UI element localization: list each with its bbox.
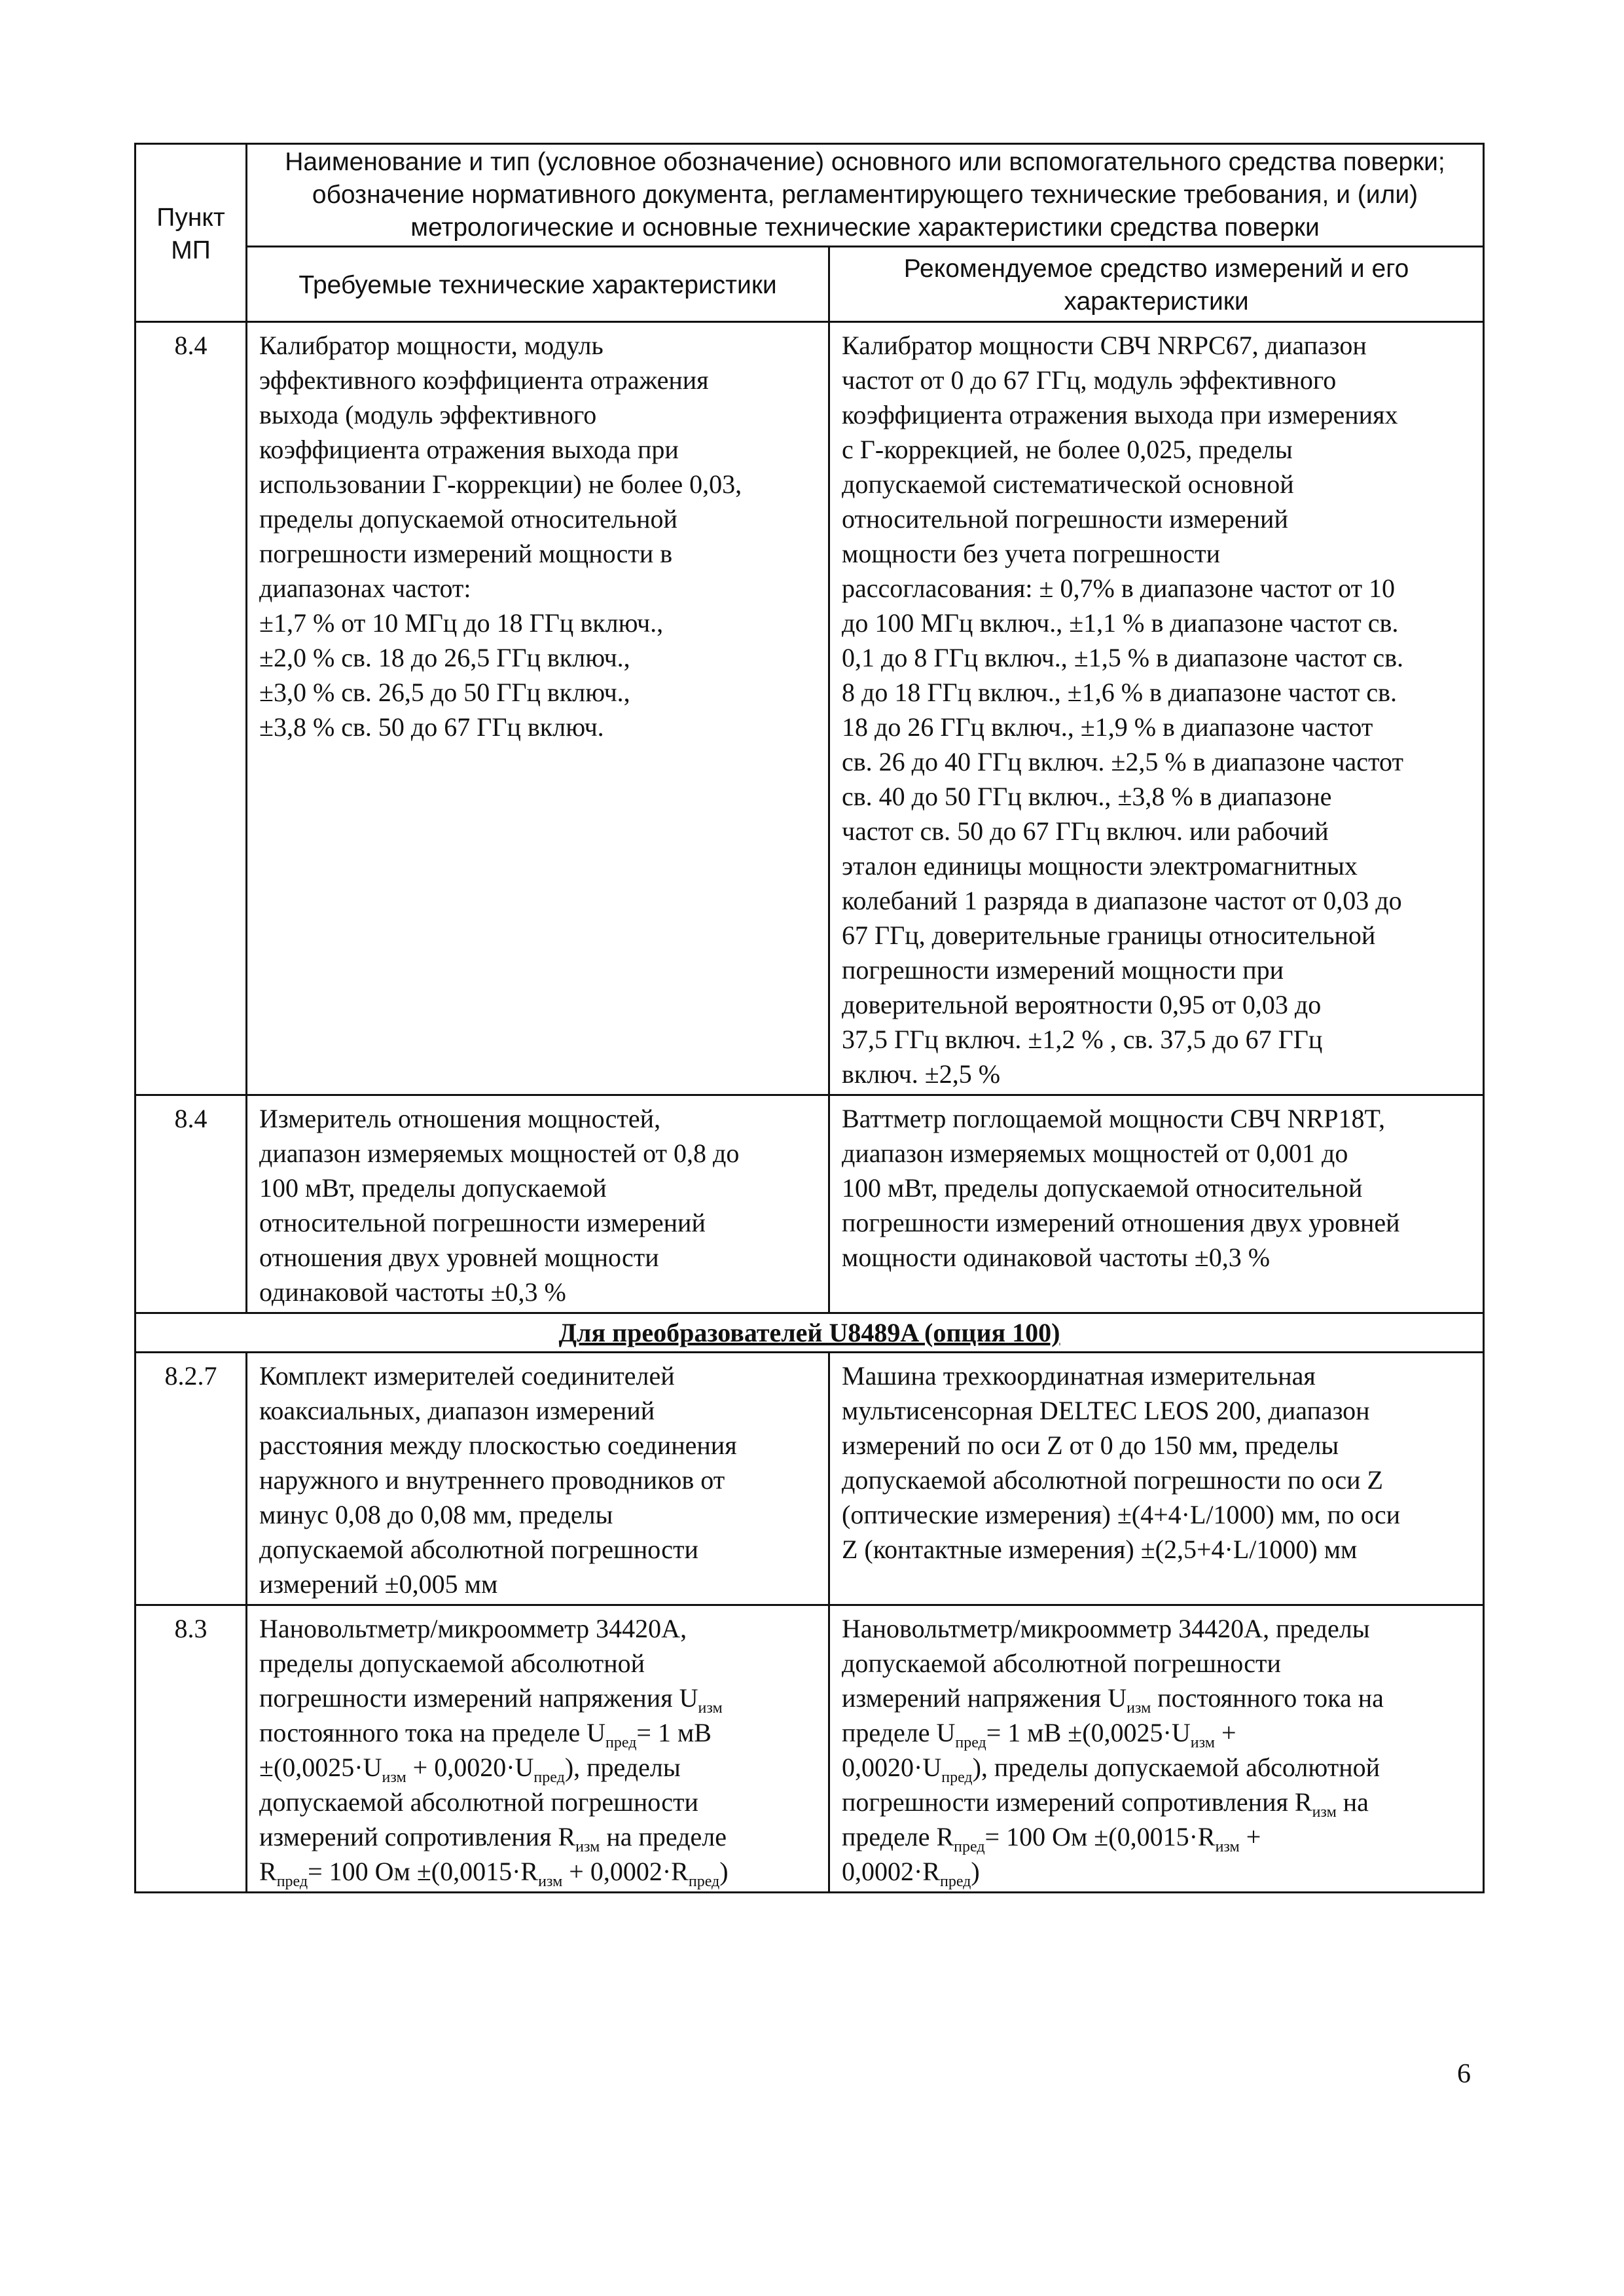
header-title-line-2: обозначение нормативного документа, регламентирующего технические требования, и (или)	[312, 181, 1418, 209]
text-fragment: + 0,0020·U	[406, 1753, 534, 1782]
text-line: 18 до 26 ГГц включ., ±1,9 % в диапазоне частот	[842, 712, 1373, 742]
text-fragment: измерений напряжения U	[842, 1683, 1127, 1713]
text-line: (оптические измерения) ±(4+4·L/1000) мм, по оси	[842, 1500, 1401, 1529]
text-fragment: R	[259, 1857, 277, 1886]
text-line: Нановольтметр/микроомметр 34420А,	[259, 1614, 687, 1643]
text-line: с Г-коррекцией, не более 0,025, пределы	[842, 435, 1293, 464]
text-fragment: погрешности измерений напряжения U	[259, 1683, 698, 1713]
text-line: 37,5 ГГц включ. ±1,2 % , св. 37,5 до 67 ГГц	[842, 1025, 1323, 1054]
text-fragment: пределе U	[842, 1718, 956, 1747]
subscript: пред	[955, 1734, 986, 1751]
text-line: относительной погрешности измерений	[259, 1208, 706, 1237]
text-fragment: ), пределы	[564, 1753, 681, 1782]
text-line: Z (контактные измерения) ±(2,5+4·L/1000) мм	[842, 1535, 1358, 1564]
text-fragment: постоянного тока на пределе U	[259, 1718, 606, 1747]
text-line: ±1,7 % от 10 МГц до 18 ГГц включ.,	[259, 608, 664, 638]
subscript: изм	[1127, 1700, 1151, 1717]
header-title-cell	[247, 144, 1484, 247]
text-line: св. 40 до 50 ГГц включ., ±3,8 % в диапазоне	[842, 782, 1332, 811]
row-mp-cell: 8.4	[135, 322, 247, 1095]
subscript: изм	[1190, 1734, 1215, 1751]
header-recommended-label-2: характеристики	[1064, 287, 1249, 316]
text-fragment: +	[1239, 1822, 1261, 1851]
text-line: пределы допускаемой абсолютной	[259, 1649, 645, 1678]
header-mp-cell	[135, 144, 247, 322]
text-line: наружного и внутреннего проводников от	[259, 1465, 725, 1495]
section-title: Для преобразователей U8489A (опция 100)	[135, 1313, 1484, 1353]
text-fragment: на	[1336, 1787, 1369, 1817]
text-line: выхода (модуль эффективного	[259, 400, 597, 429]
text-line: 0,1 до 8 ГГц включ., ±1,5 % в диапазоне частот св.	[842, 643, 1403, 672]
table-row	[135, 1095, 1484, 1313]
text-line	[259, 1854, 816, 1889]
text-line: коаксиальных, диапазон измерений	[259, 1396, 655, 1425]
page-number: 6	[1457, 2059, 1471, 2089]
table-header-row	[135, 144, 1484, 247]
text-fragment: пределе R	[842, 1822, 954, 1851]
text-line	[259, 1715, 816, 1750]
text-line: Комплект измерителей соединителей	[259, 1361, 675, 1391]
table-subheader-row	[135, 247, 1484, 322]
subscript: изм	[538, 1873, 563, 1890]
text-line: Измеритель отношения мощностей,	[259, 1104, 661, 1133]
text-line: допускаемой абсолютной погрешности	[842, 1649, 1281, 1678]
text-line: рассогласования: ± 0,7% в диапазоне частот от 10	[842, 574, 1396, 603]
subscript: изм	[1215, 1838, 1240, 1855]
header-mp-label-1: Пункт	[156, 203, 225, 232]
text-fragment: + 0,0002·R	[562, 1857, 689, 1886]
row-mp-cell: 8.3	[135, 1605, 247, 1893]
text-fragment: = 100 Ом ±(0,0015·R	[984, 1822, 1216, 1851]
text-fragment: = 1 мВ ±(0,0025·U	[986, 1718, 1191, 1747]
text-line: допускаемой абсолютной погрешности	[259, 1787, 698, 1817]
text-line: св. 26 до 40 ГГц включ. ±2,5 % в диапазоне частот	[842, 747, 1403, 776]
text-fragment: ), пределы допускаемой абсолютной	[972, 1753, 1380, 1782]
text-line: допускаемой абсолютной погрешности	[259, 1535, 698, 1564]
text-line: одинаковой частоты ±0,3 %	[259, 1277, 566, 1307]
row-recommended-cell	[829, 322, 1484, 1095]
row-required-cell	[247, 1095, 829, 1313]
text-line: 8 до 18 ГГц включ., ±1,6 % в диапазоне частот св.	[842, 678, 1397, 707]
text-fragment: = 1 мВ	[636, 1718, 712, 1747]
text-line	[259, 1819, 816, 1854]
subscript: пред	[533, 1769, 565, 1786]
text-line: 100 мВт, пределы допускаемой относительной	[842, 1173, 1363, 1203]
text-line: допускаемой систематической основной	[842, 469, 1294, 499]
text-line: колебаний 1 разряда в диапазоне частот от 0,03 до	[842, 886, 1402, 915]
text-line: мультисенсорная DELTEC LEOS 200, диапазон	[842, 1396, 1370, 1425]
text-fragment: 0,0020·U	[842, 1753, 942, 1782]
text-line: Нановольтметр/микроомметр 34420А, пределы	[842, 1614, 1370, 1643]
text-line: диапазон измеряемых мощностей от 0,001 до	[842, 1139, 1348, 1168]
text-line: частот от 0 до 67 ГГц, модуль эффективного	[842, 365, 1337, 395]
text-line: эффективного коэффициента отражения	[259, 365, 709, 395]
row-recommended-cell	[829, 1353, 1484, 1605]
text-fragment: )	[971, 1857, 980, 1886]
text-line: ±2,0 % св. 18 до 26,5 ГГц включ.,	[259, 643, 630, 672]
text-line	[842, 1750, 1471, 1785]
row-mp-cell: 8.2.7	[135, 1353, 247, 1605]
text-line	[842, 1854, 1471, 1889]
table-row	[135, 1353, 1484, 1605]
text-line: использовании Г-коррекции) не более 0,03,	[259, 469, 742, 499]
subscript: изм	[575, 1838, 600, 1855]
text-line	[842, 1785, 1471, 1819]
subscript: пред	[954, 1838, 985, 1855]
row-recommended-cell	[829, 1605, 1484, 1893]
text-line: минус 0,08 до 0,08 мм, пределы	[259, 1500, 613, 1529]
table-row	[135, 1605, 1484, 1893]
text-line	[842, 1715, 1471, 1750]
text-line: мощности одинаковой частоты ±0,3 %	[842, 1243, 1271, 1272]
text-line: Машина трехкоординатная измерительная	[842, 1361, 1316, 1391]
text-line	[842, 1681, 1471, 1715]
text-line: погрешности измерений мощности в	[259, 539, 673, 568]
text-line: коэффициента отражения выхода при измерениях	[842, 400, 1398, 429]
text-fragment: = 100 Ом ±(0,0015·R	[308, 1857, 539, 1886]
text-line: Ваттметр поглощаемой мощности СВЧ NRP18T,	[842, 1104, 1385, 1133]
text-line	[259, 1681, 816, 1715]
text-line: пределы допускаемой относительной	[259, 504, 677, 534]
text-line: Калибратор мощности СВЧ NRPC67, диапазон	[842, 331, 1367, 360]
text-line: 67 ГГц, доверительные границы относительной	[842, 920, 1376, 950]
table-row	[135, 322, 1484, 1095]
text-fragment: постоянного тока на	[1151, 1683, 1384, 1713]
text-line: Калибратор мощности, модуль	[259, 331, 604, 360]
equipment-table	[134, 143, 1485, 1893]
text-fragment: погрешности измерений сопротивления R	[842, 1787, 1312, 1817]
text-line: допускаемой абсолютной погрешности по оси Z	[842, 1465, 1383, 1495]
section-row	[135, 1313, 1484, 1353]
text-line: доверительной вероятности 0,95 от 0,03 до	[842, 990, 1322, 1019]
row-required-cell	[247, 1605, 829, 1893]
row-recommended-cell	[829, 1095, 1484, 1313]
text-line: относительной погрешности измерений	[842, 504, 1288, 534]
text-fragment: 0,0002·R	[842, 1857, 940, 1886]
subscript: изм	[1312, 1804, 1337, 1821]
row-required-cell	[247, 322, 829, 1095]
text-line: расстояния между плоскостью соединения	[259, 1430, 737, 1460]
header-required-label: Требуемые технические характеристики	[298, 271, 777, 299]
subscript: изм	[382, 1769, 406, 1786]
row-required-cell	[247, 1353, 829, 1605]
text-line: 100 мВт, пределы допускаемой	[259, 1173, 607, 1203]
text-fragment: +	[1214, 1718, 1236, 1747]
header-recommended-cell	[829, 247, 1484, 322]
header-recommended-label-1: Рекомендуемое средство измерений и его	[903, 255, 1409, 283]
text-line: эталон единицы мощности электромагнитных	[842, 851, 1358, 881]
text-line: измерений по оси Z от 0 до 150 мм, пределы	[842, 1430, 1339, 1460]
text-fragment: )	[719, 1857, 729, 1886]
text-line: измерений ±0,005 мм	[259, 1569, 498, 1599]
text-fragment: измерений сопротивления R	[259, 1822, 576, 1851]
text-line: диапазон измеряемых мощностей от 0,8 до	[259, 1139, 740, 1168]
text-line: коэффициента отражения выхода при	[259, 435, 679, 464]
text-line: погрешности измерений отношения двух уровней	[842, 1208, 1400, 1237]
text-line	[842, 1819, 1471, 1854]
text-fragment: ±(0,0025·U	[259, 1753, 382, 1782]
subscript: пред	[941, 1769, 973, 1786]
text-line: ±3,8 % св. 50 до 67 ГГц включ.	[259, 712, 604, 742]
text-line: погрешности измерений мощности при	[842, 955, 1284, 985]
header-required-cell	[247, 247, 829, 322]
text-line: мощности без учета погрешности	[842, 539, 1221, 568]
text-line: частот св. 50 до 67 ГГц включ. или рабочий	[842, 816, 1329, 846]
subscript: изм	[698, 1700, 723, 1717]
row-mp-cell: 8.4	[135, 1095, 247, 1313]
text-line	[259, 1750, 816, 1785]
text-line: ±3,0 % св. 26,5 до 50 ГГц включ.,	[259, 678, 630, 707]
subscript: пред	[276, 1873, 308, 1890]
text-fragment: на пределе	[600, 1822, 727, 1851]
subscript: пред	[940, 1873, 971, 1890]
text-line: до 100 МГц включ., ±1,1 % в диапазоне частот св.	[842, 608, 1399, 638]
header-title-line-3: метрологические и основные технические характеристики средства поверки	[410, 213, 1320, 242]
header-mp-label-2: МП	[171, 236, 211, 264]
text-line: включ. ±2,5 %	[842, 1059, 1001, 1089]
text-line: диапазонах частот:	[259, 574, 471, 603]
subscript: пред	[688, 1873, 720, 1890]
header-title-line-1: Наименование и тип (условное обозначение) основного или вспомогательного средства поверки;	[285, 148, 1445, 176]
subscript: пред	[605, 1734, 637, 1751]
text-line: отношения двух уровней мощности	[259, 1243, 659, 1272]
